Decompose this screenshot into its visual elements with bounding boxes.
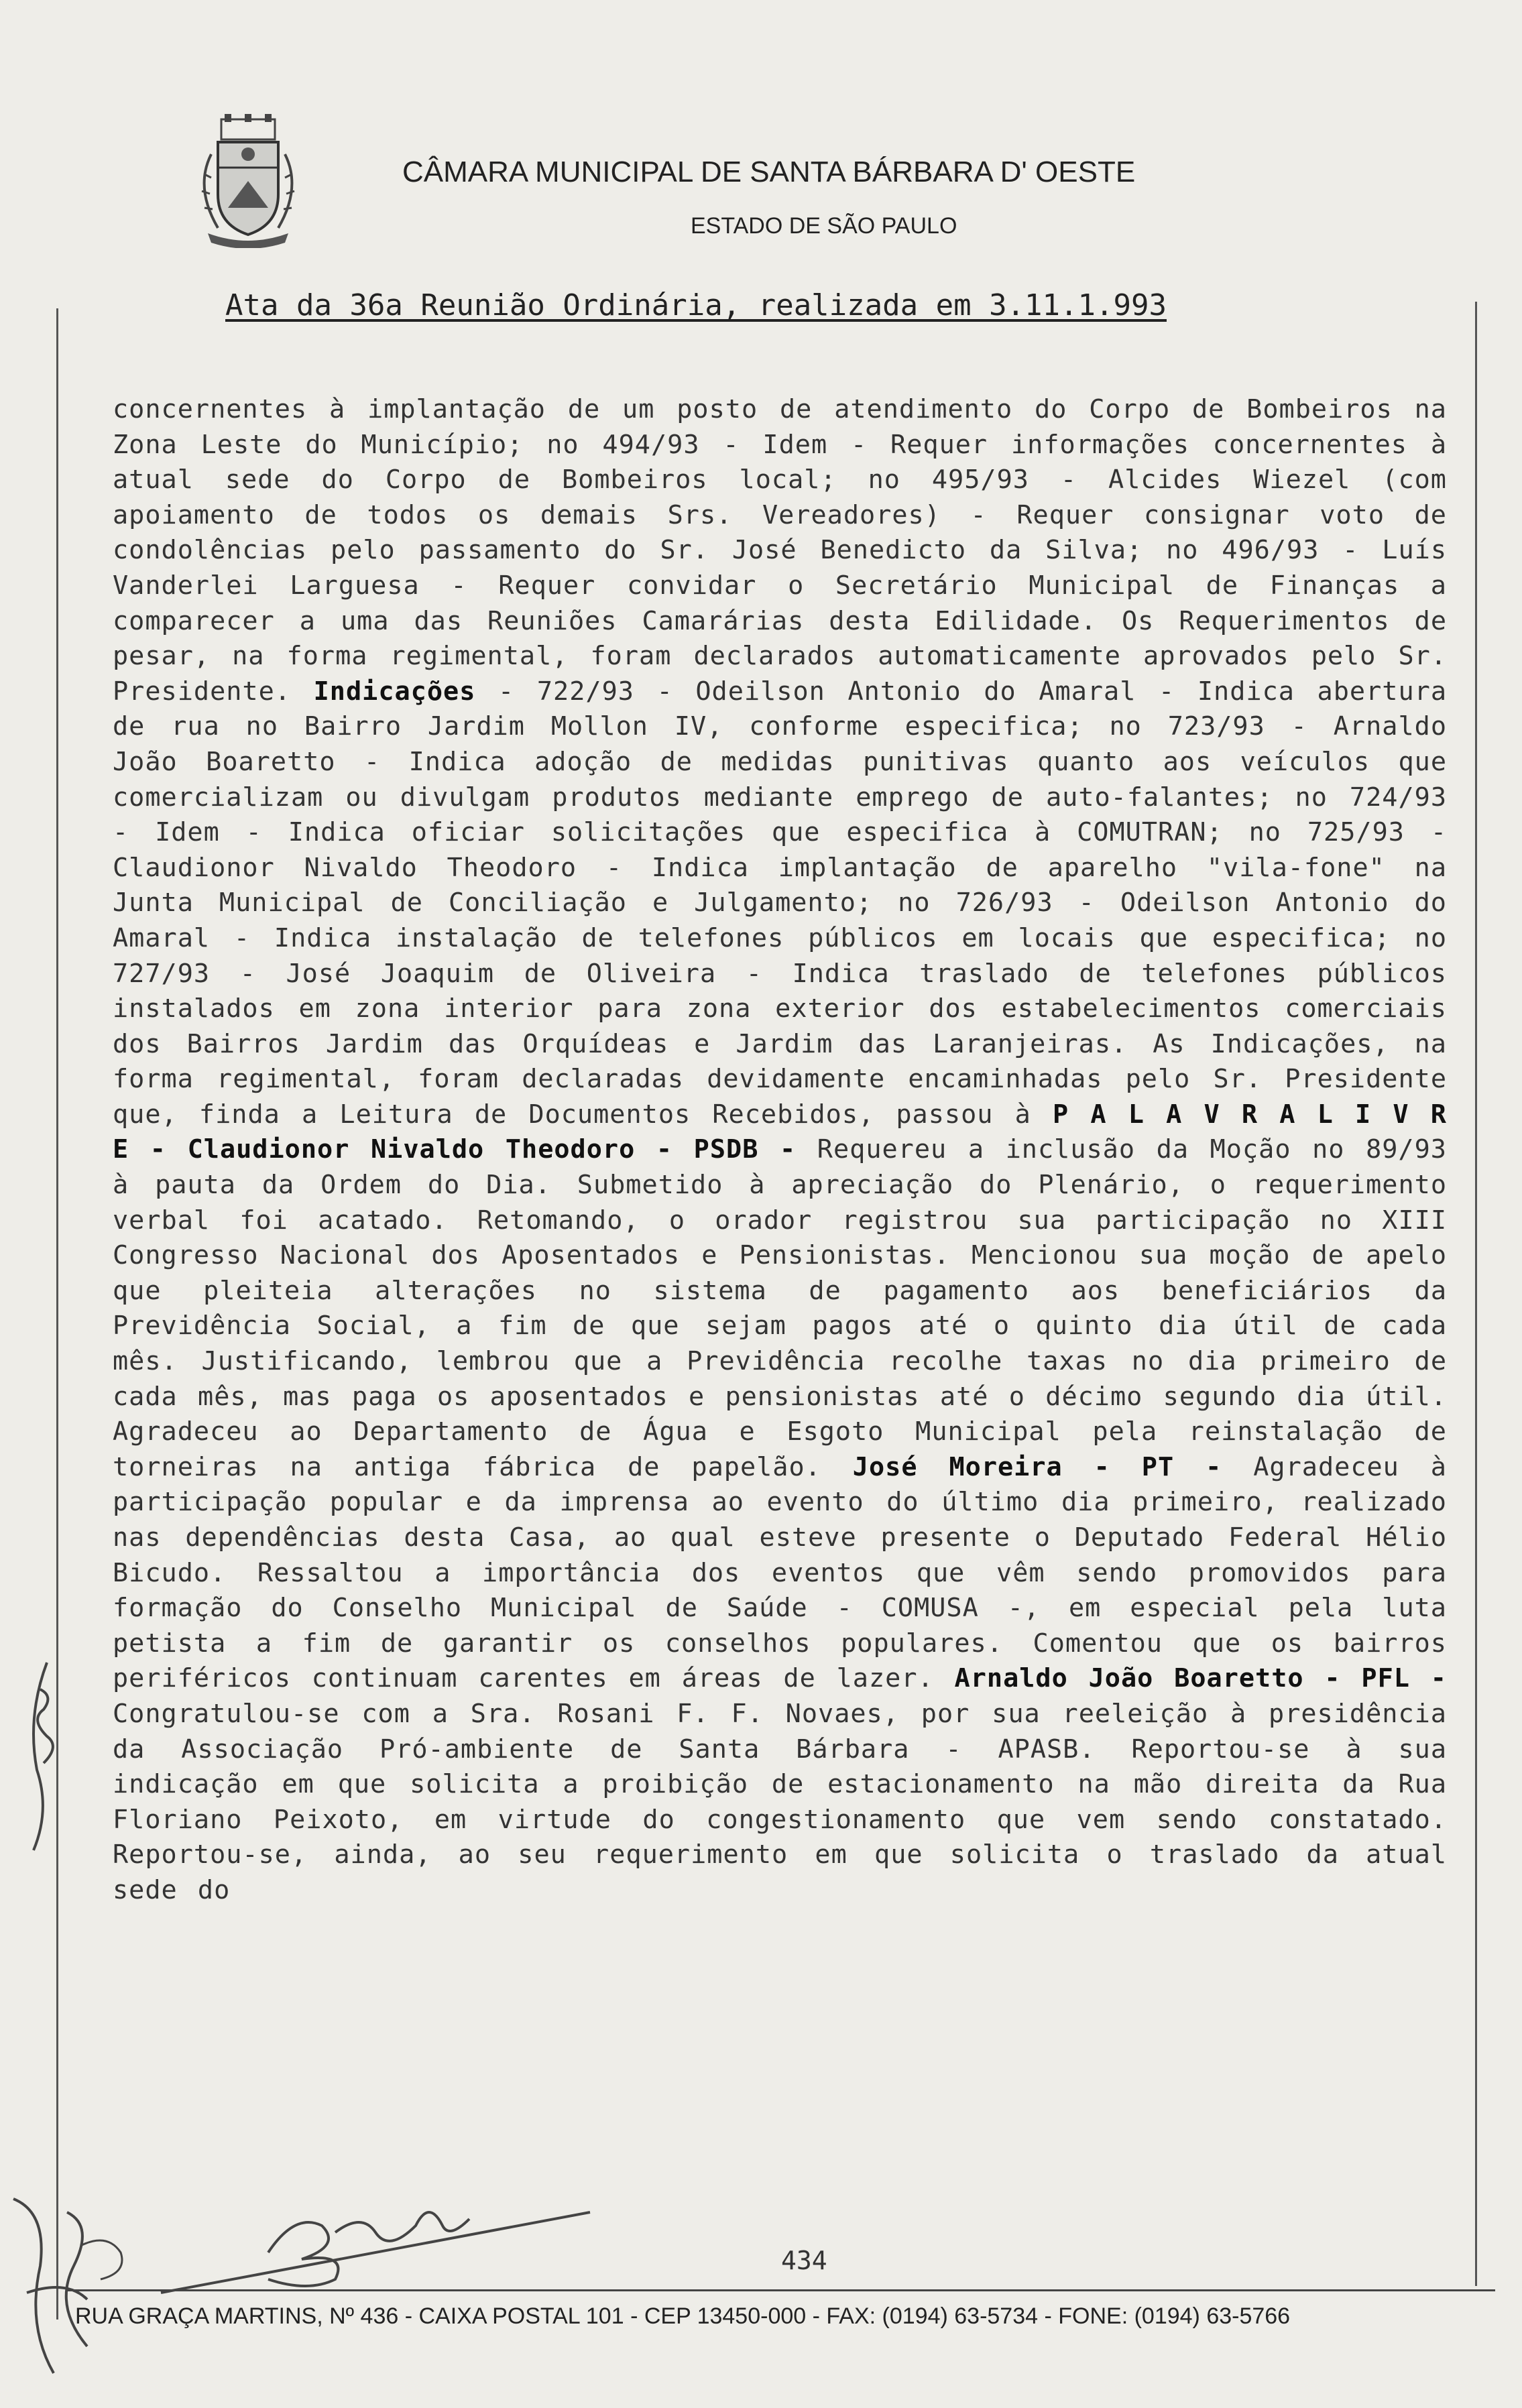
right-margin-rule — [1475, 302, 1477, 2286]
speaker-claudionor: - Claudionor Nivaldo Theodoro - PSDB - — [150, 1134, 797, 1165]
speaker-arnaldo: Arnaldo João Boaretto - PFL - — [954, 1663, 1447, 1694]
left-margin-rule — [56, 308, 58, 2320]
label-indicacoes: Indicações — [313, 676, 476, 707]
page-number: 434 — [781, 2246, 827, 2275]
paragraph-jose-moreira: Agradeceu à participação popular e da imprensa ao evento do último dia primeiro, realizado nas dependências desta Casa, ao qual esteve presente o Deputado Federal Hélio Bicudo. Ressaltou a importância dos eventos que vêm sendo promovidos para formação do Conselho Municipal de Saúde - COMUSA -, em especial pela luta petista a fim de garantir os conselhos populares. Comentou que os bairros periféricos continuam carentes em áreas de lazer. — [113, 1451, 1447, 1694]
session-title: Ata da 36a Reunião Ordinária, realizada em 3.11.1.993 — [225, 288, 1167, 322]
footer-address: RUA GRAÇA MARTINS, Nº 436 - CAIXA POSTAL 101 - CEP 13450-000 - FAX: (0194) 63-5734 - FONE: (0194) 63-5766 — [75, 2303, 1291, 2329]
paragraph-requerimentos: concernentes à implantação de um posto de atendimento do Corpo de Bombeiros na Zona Leste do Município; no 494/93 - Idem - Requer informações concernentes à atual sede do Corpo de Bombeiros local; no 495/93 - Alcides Wiezel (com apoiamento de todos os demais Srs. Vereadores) - Requer consignar voto de condolências pelo passamento do Sr. José Benedicto da Silva; no 496/93 - Luís Vanderlei Larguesa - Requer convidar o Secretário Municipal de Finanças a comparecer a uma das Reuniões Camarárias desta Edilidade. Os Requerimentos de pesar, na forma regimental, foram declarados automaticamente aprovados pelo Sr. Presidente. — [113, 394, 1447, 707]
municipal-crest-icon — [191, 114, 305, 248]
institution-name: CÂMARA MUNICIPAL DE SANTA BÁRBARA D' OESTE — [402, 156, 1136, 188]
paragraph-arnaldo: Congratulou-se com a Sra. Rosani F. F. Novaes, por sua reeleição à presidência da Associação Pró-ambiente de Santa Bárbara - APASB. Reportou-se à sua indicação em que solicita a proibição de estacionamento na mão direita da Rua Floriano Peixoto, em virtude do congestionamento que vem sendo constatado. Reportou-se, ainda, ao seu requerimento em que solicita o traslado da atual sede do — [113, 1698, 1447, 1905]
paragraph-indicacoes: - 722/93 - Odeilson Antonio do Amaral - Indica abertura de rua no Bairro Jardim Mollon IV, conforme especifica; no 723/93 - Arnaldo João Boaretto - Indica adoção de medidas punitivas quanto aos veículos que comercializam ou divulgam produtos mediante emprego de auto-falantes; no 724/93 - Idem - Indica oficiar solicitações que especifica à COMUTRAN; no 725/93 - Claudionor Nivaldo Theodoro - Indica implantação de aparelho "vila-fone" na Junta Municipal de Conciliação e Julgamento; no 726/93 - Odeilson Antonio do Amaral - Indica instalação de telefones públicos em locais que especifica; no 727/93 - José Joaquim de Oliveira - Indica traslado de telefones públicos instalados em zona interior para zona exterior dos estabelecimentos comerciais dos Bairros Jardim das Orquídeas e Jardim das Laranjeiras. As Indicações, na forma regimental, foram declaradas devidamente encaminhadas pelo Sr. Presidente que, finda a Leitura de Documentos Recebidos, passou à — [113, 676, 1447, 1130]
paragraph-claudionor: Requereu a inclusão da Moção no 89/93 à pauta da Ordem do Dia. Submetido à apreciação do Plenário, o requerimento verbal foi acatado. Retomando, o orador registrou sua participação no XIII Congresso Nacional dos Aposentados e Pensionistas. Mencionou sua moção de apelo que pleiteia alterações no sistema de pagamento aos beneficiários da Previdência Social, a fim de que sejam pagos até o quinto dia útil de cada mês. Justificando, lembrou que a Previdência recolhe taxas no dia primeiro de cada mês, mas paga os aposentados e pensionistas até o décimo segundo dia útil. Agradeceu ao Departamento de Água e Esgoto Municipal pela reinstalação de torneiras na antiga fábrica de papelão. — [113, 1134, 1447, 1482]
state-name: ESTADO DE SÃO PAULO — [691, 213, 957, 239]
label-palavra-livre: P A L A V R A L I V R E — [113, 1099, 1447, 1165]
speaker-jose-moreira: José Moreira - PT - — [852, 1451, 1222, 1482]
minutes-body — [113, 392, 1447, 1909]
footer-divider — [67, 2289, 1495, 2291]
